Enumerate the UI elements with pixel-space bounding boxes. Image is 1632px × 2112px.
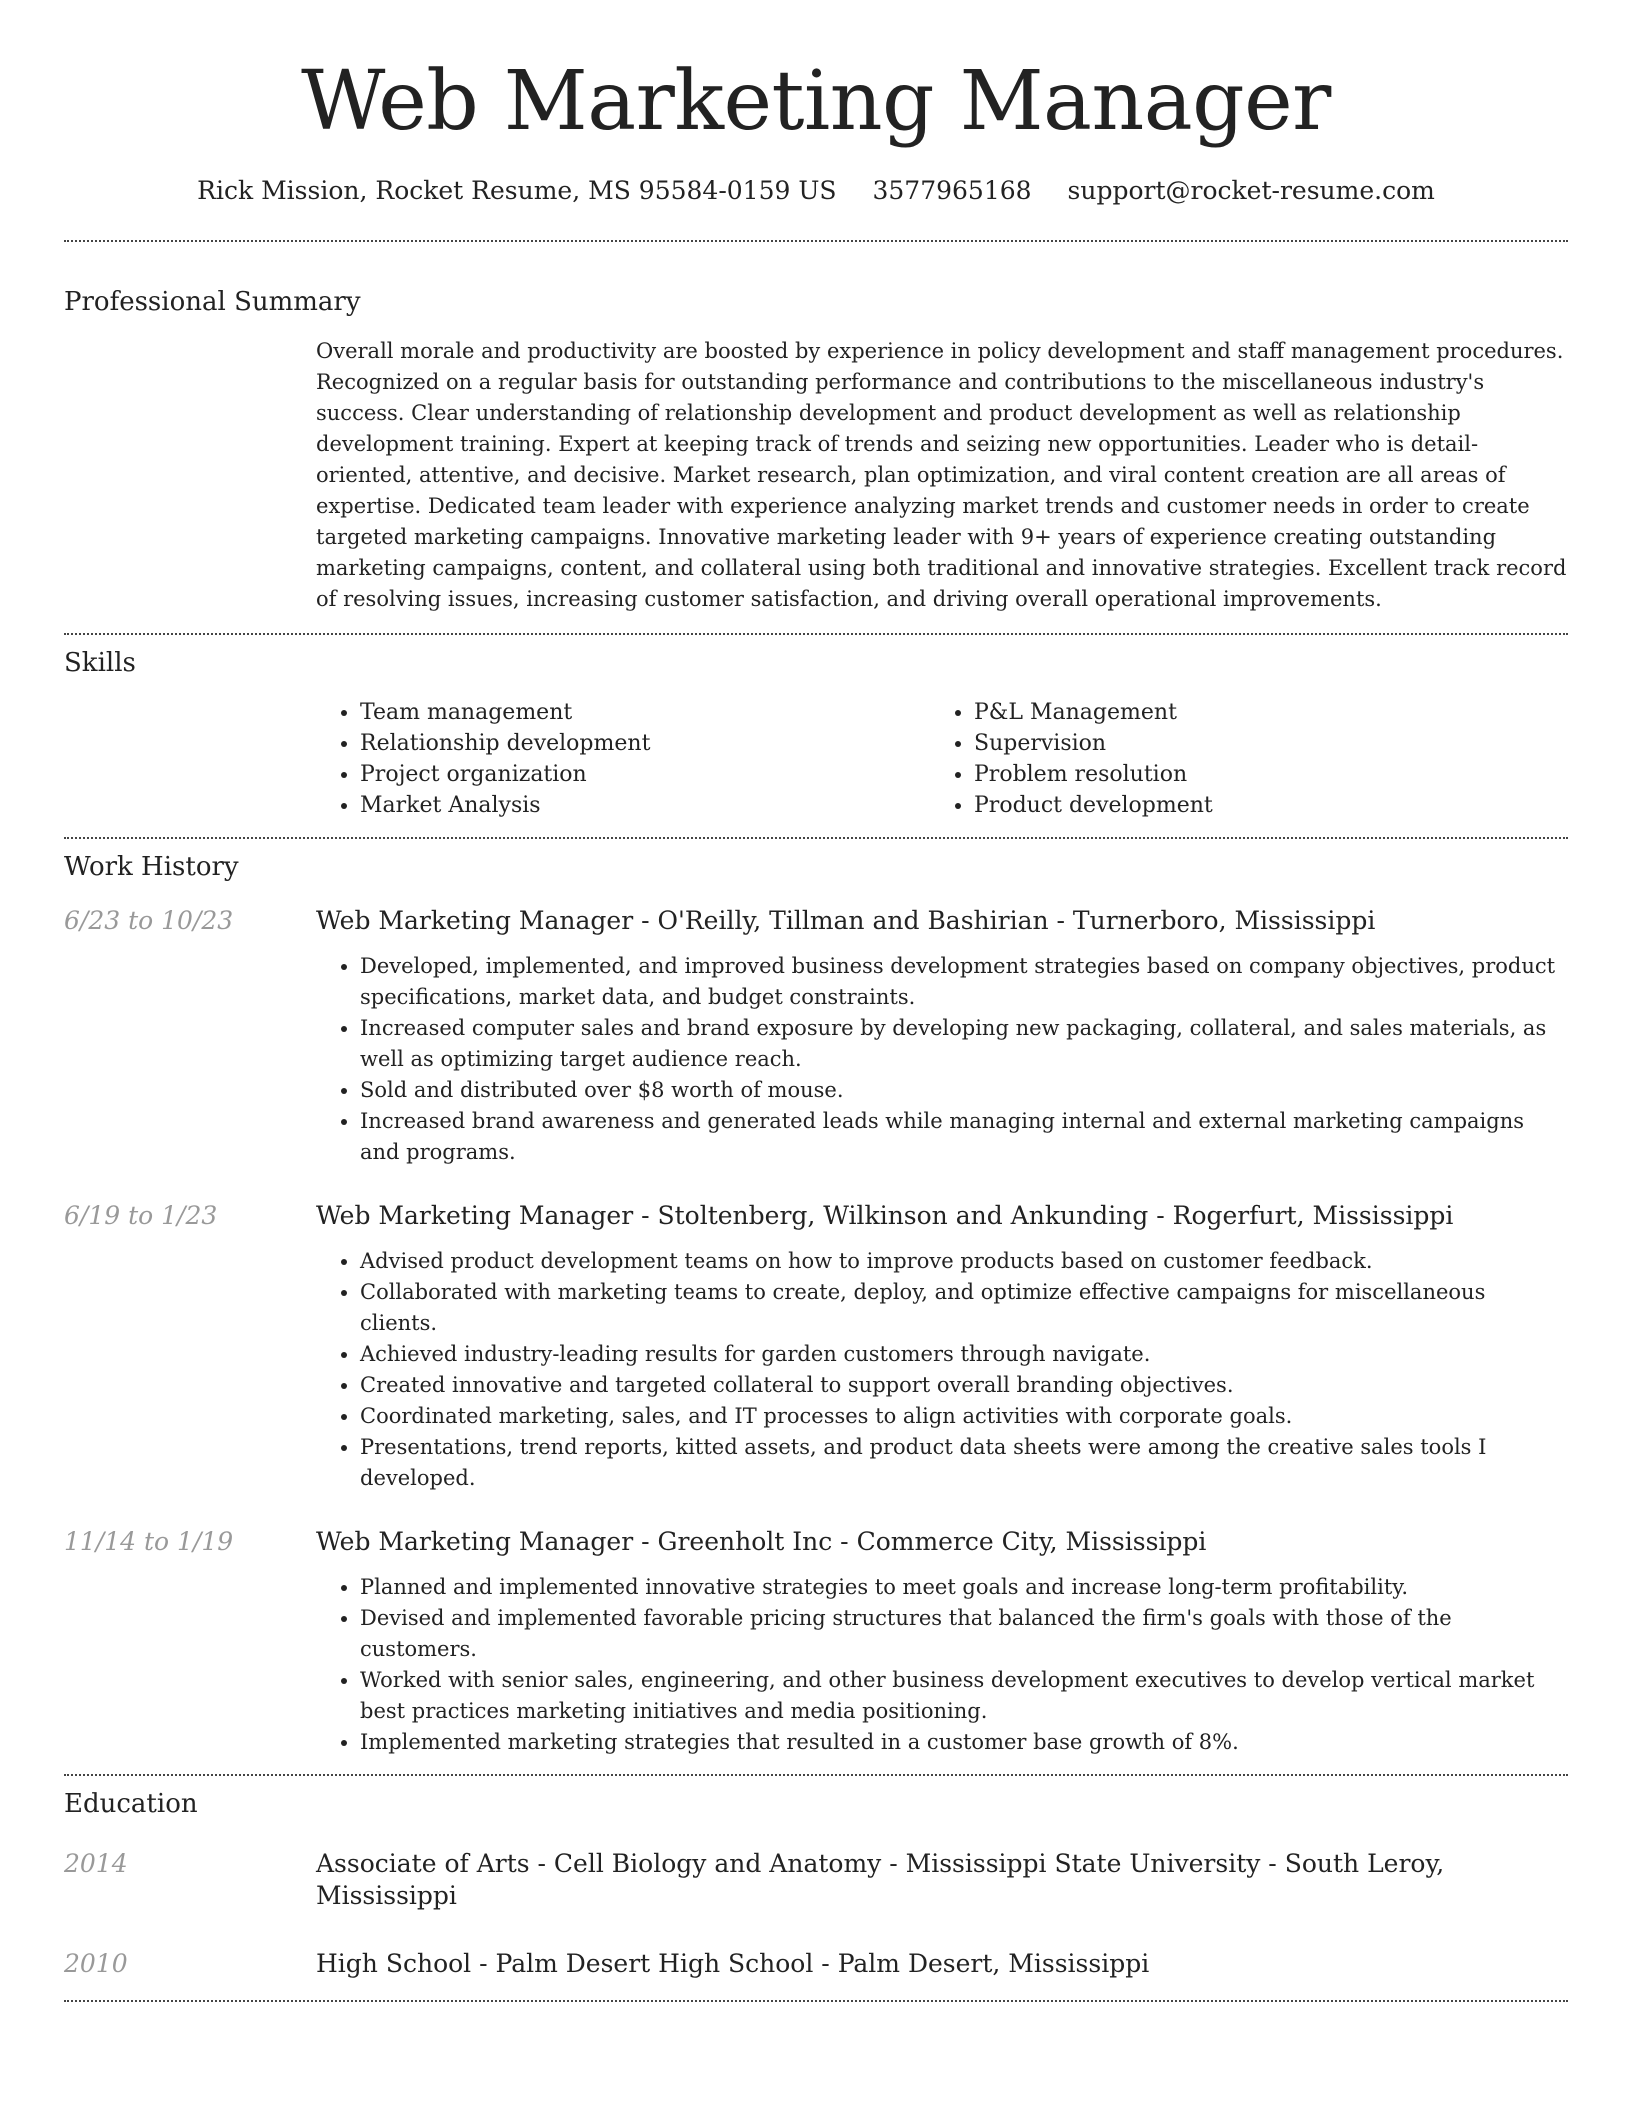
education-entry [64, 1848, 1568, 1912]
skill-item: • Project organization [360, 759, 930, 790]
job-title: Web Marketing Manager - Greenholt Inc - Commerce City, Mississippi [316, 1527, 1207, 1556]
skills-heading: Skills [64, 648, 136, 678]
summary-heading: Professional Summary [64, 287, 361, 317]
job-entry [64, 905, 1568, 1168]
resume-title: Web Marketing Manager [301, 54, 1331, 149]
contact-line [64, 176, 1568, 206]
job-bullet: • Advised product development teams on how to improve products based on customer feedback. [360, 1246, 1568, 1277]
skill-item: • Product development [974, 790, 1544, 821]
job-bullet: • Planned and implemented innovative strategies to meet goals and increase long-term profitability. [360, 1572, 1568, 1603]
job-bullets [316, 951, 1568, 1168]
job-bullet: • Coordinated marketing, sales, and IT processes to align activities with corporate goals. [360, 1401, 1568, 1432]
skill-item: • Supervision [974, 728, 1544, 759]
skill-item: • Problem resolution [974, 759, 1544, 790]
contact-phone: 3577965168 [872, 176, 1032, 205]
contact-address: Rick Mission, Rocket Resume, MS 95584-0159 US [197, 176, 837, 205]
skill-item: • Team management [360, 697, 930, 728]
skills-column-right [930, 697, 1544, 821]
skills-list [316, 697, 1568, 821]
education-date: 2014 [64, 1849, 128, 1878]
work-heading: Work History [64, 852, 239, 882]
resume-page [64, 0, 1568, 2002]
job-body [316, 1200, 1568, 1494]
education-text: High School - Palm Desert High School - Palm Desert, Mississippi [316, 1949, 1150, 1978]
job-bullet: • Increased computer sales and brand exposure by developing new packaging, collateral, and sales materials, as well as optimizing target audience reach. [360, 1013, 1568, 1075]
section-divider [64, 1774, 1568, 1776]
job-date: 6/19 to 1/23 [64, 1201, 218, 1230]
job-bullet: • Developed, implemented, and improved business development strategies based on company objectives, product specifications, market data, and budget constraints. [360, 951, 1568, 1013]
job-bullet: • Implemented marketing strategies that resulted in a customer base growth of 8%. [360, 1727, 1568, 1758]
job-date: 11/14 to 1/19 [64, 1527, 234, 1556]
education-date: 2010 [64, 1949, 128, 1978]
skill-item: • Relationship development [360, 728, 930, 759]
section-divider [64, 633, 1568, 635]
job-bullet: • Achieved industry-leading results for garden customers through navigate. [360, 1339, 1568, 1370]
section-divider [64, 240, 1568, 242]
skills-column-left [316, 697, 930, 821]
education-text: Associate of Arts - Cell Biology and Anatomy - Mississippi State University - South Leroy, Mississippi [316, 1849, 1445, 1910]
skill-item: • Market Analysis [360, 790, 930, 821]
job-title: Web Marketing Manager - O'Reilly, Tillman and Bashirian - Turnerboro, Mississippi [316, 906, 1376, 935]
job-bullets [316, 1572, 1568, 1758]
job-bullets [316, 1246, 1568, 1494]
contact-email: support@rocket-resume.com [1067, 176, 1435, 205]
section-divider [64, 837, 1568, 839]
education-entry [64, 1948, 1568, 1980]
education-heading: Education [64, 1789, 198, 1819]
job-bullet: • Collaborated with marketing teams to create, deploy, and optimize effective campaigns for miscellaneous clients. [360, 1277, 1568, 1339]
job-bullet: • Created innovative and targeted collateral to support overall branding objectives. [360, 1370, 1568, 1401]
job-bullet: • Devised and implemented favorable pricing structures that balanced the firm's goals with those of the customers. [360, 1603, 1568, 1665]
job-entry [64, 1200, 1568, 1494]
job-date: 6/23 to 10/23 [64, 906, 234, 935]
job-body [316, 1526, 1568, 1758]
job-bullet: • Sold and distributed over $8 worth of mouse. [360, 1075, 1568, 1106]
job-title: Web Marketing Manager - Stoltenberg, Wilkinson and Ankunding - Rogerfurt, Mississippi [316, 1201, 1454, 1230]
job-body [316, 905, 1568, 1168]
skill-item: • P&L Management [974, 697, 1544, 728]
job-entry [64, 1526, 1568, 1758]
job-bullet: • Presentations, trend reports, kitted assets, and product data sheets were among the creative sales tools I developed. [360, 1432, 1568, 1494]
job-bullet: • Worked with senior sales, engineering, and other business development executives to develop vertical market best practices marketing initiatives and media positioning. [360, 1665, 1568, 1727]
summary-text: Overall morale and productivity are boosted by experience in policy development and staff management procedures. Recognized on a regular basis for outstanding performance and contributions to the miscellaneous industry's success. Clear understanding of relationship development and product development as well as relationship development training. Expert at keeping track of trends and seizing new opportunities. Leader who is detail-oriented, attentive, and decisive. Market research, plan optimization, and viral content creation are all areas of expertise. Dedicated team leader with experience analyzing market trends and customer needs in order to create targeted marketing campaigns. Innovative marketing leader with 9+ years of experience creating outstanding marketing campaigns, content, and collateral using both traditional and innovative strategies. Excellent track record of resolving issues, increasing customer satisfaction, and driving overall operational improvements. [316, 339, 1567, 611]
section-divider [64, 2000, 1568, 2002]
job-bullet: • Increased brand awareness and generated leads while managing internal and external marketing campaigns and programs. [360, 1106, 1568, 1168]
